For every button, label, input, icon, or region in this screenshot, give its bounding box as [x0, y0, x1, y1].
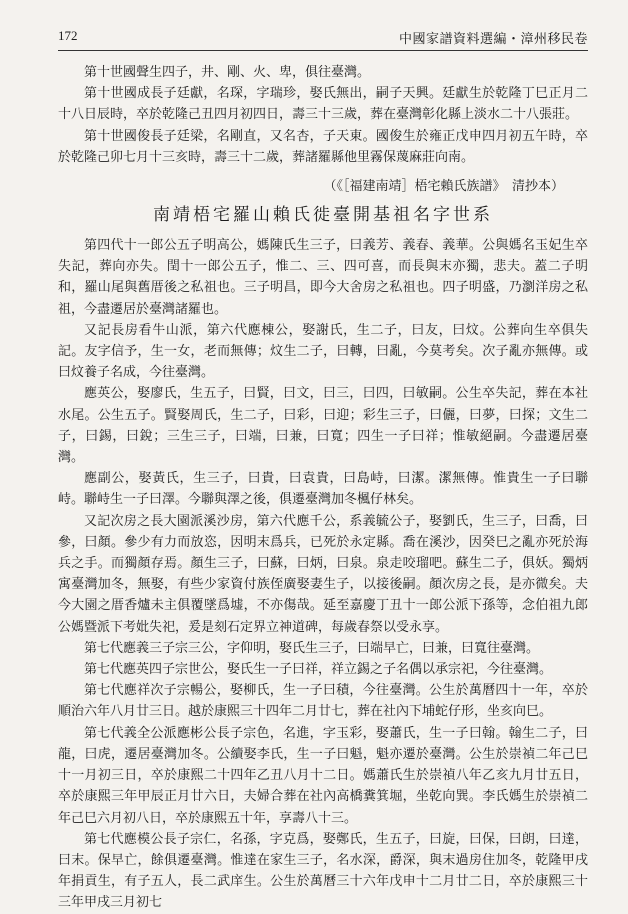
running-header: [58, 26, 588, 51]
paragraph: 第七代應英四子宗世公，娶氏生一子曰祥，祥立錫之子名偶以承宗祀，今往臺灣。: [84, 662, 553, 678]
paragraph: 第七代應祥次子宗暢公，娶柳氏，生一子曰積，今往臺灣。公生於萬曆四十一年，卒於順治六年八月廿三日。越於康熙三十四年二月廿七，葬在社內下埔蛇仔形，坐亥向巳。: [58, 683, 588, 720]
book-title: 中國家譜資料選編・漳州移民卷: [398, 32, 588, 47]
page-body: [58, 62, 588, 914]
paragraph: 第七代應模公長子宗仁，名孫，字克爲，娶鄭氏，生五子，曰旋，曰保，曰朗，曰達，曰末。保早亡，餘俱遷臺灣。惟達在家生三子，名水深，爵深，與末過房住加冬，乾隆甲戌年捐貢生，有子五人，長二武庠生。公生於萬曆三十六年戊申十二月廿二日，卒於康熙三十三年甲戌三月初七: [58, 831, 588, 911]
paragraph: 第十世國俊長子廷梁，名剛直，又名杏，子天東。國俊生於雍正戊申四月初五午時，卒於乾隆己卯七月十三亥時，壽三十二歲，葬諸羅縣他里霧保蔑麻莊向南。: [58, 128, 588, 165]
source-citation: （《［福建南靖］梧宅賴氏族譜》 清抄本）: [323, 179, 564, 195]
paragraph: 第七代應義三子宗三公，字仰明，娶氏生三子，曰端早亡，曰兼，曰寬往臺灣。: [84, 640, 540, 656]
paragraph: 第七代義全公派應彬公長子宗色，名進，字玉彩，娶蕭氏，生一子曰翰。翰生二子，曰龍，曰虎，遷居臺灣加冬。公續娶李氏，生一子曰魁，魁亦遷於臺灣。公生於崇禎二年己巳十一月初三日，卒於康熙二十四年乙丑八月十二日。媽蕭氏生於崇禎八年乙亥九月廿五日，卒於康熙三年甲辰正月廿六日，夫婦合葬在社內高橋糞箕堀，坐乾向巽。李氏媽生於崇禎二年己巳六月初八日，卒於康熙五十年，享壽八十三。: [58, 725, 588, 826]
page-number: 172: [58, 28, 78, 43]
paragraph: 應英公，娶廖氏，生五子，曰賢，曰文，曰三，曰四，曰敏嗣。公生卒失記，葬在本社水尾。公生五子。賢娶周氏，生二子，曰彩，曰迎；彩生三子，曰儷，曰夢，曰探；文生二子，曰錫，曰銳；三生三子，曰端，曰兼，曰寬；四生一子曰祥；惟敏絕嗣。今盡遷居臺灣。: [58, 386, 588, 466]
paragraph: 第四代十一郎公五子明高公，媽陳氏生三子，曰義芳、義春、義華。公與媽名玉妃生卒失記，葬向亦失。閏十一郎公五子，惟二、三、四可喜，而長與末亦獨，悲夫。蓋二子明和，羅山尾與舊厝後之私祖也。三子明昌，即今大舍房之私祖也。四子明盛，乃瀏洋房之私祖，今盡遷居於臺灣諸羅也。: [58, 238, 588, 317]
paragraph: 又記次房之長大園派溪沙房，第六代應千公，系義毓公子，娶劉氏，生三子，曰喬，曰參，曰顏。參少有力而放恣，因明末爲兵，已死於永定縣。喬在溪沙，因癸巳之亂亦死於海兵之手。而獨顏存焉。顏生三子，曰蘇，曰炳，曰泉。泉走咬瑠吧。蘇生二子，俱妖。獨炳寓臺灣加冬，無娶，有些少家資付族侄廣娶妻生子，以接後嗣。顏次房之長，是亦微矣。夫今大園之厝香爐未主俱覆墜爲墟，不亦傷哉。延至嘉慶丁丑十一郎公派下孫等，念伯祖九郎公媽暨派下考妣失祀，爰是刻石定界立神道碑，每歲春祭以受永享。: [58, 513, 588, 635]
section-title: 南靖梧宅羅山賴氏徙臺開基祖名字世系: [153, 205, 493, 226]
paragraph: 第十世國成長子廷獻，名琛，字瑞珍，娶氏無出，嗣子天興。廷獻生於乾隆丁巳正月二十八日辰時，卒於乾隆己丑四月初四日，壽三十三歲，葬在臺灣彰化縣上淡水二十八張莊。: [58, 86, 588, 123]
paragraph: 應副公，娶黃氏，生三子，曰貴，曰袁貴，曰島峙，曰潔。潔無傳。惟貴生一子曰聯峙。聯峙生一子曰澤。今聯與澤之後，俱遷臺灣加冬楓仔林矣。: [58, 471, 588, 508]
paragraph: 又記長房看牛山派，第六代應棟公，娶謝氏，生二子，曰友，曰炆。公葬向生卒俱失記。友字信予，生一女，老而無傳；炆生二子，曰轉，曰亂，今莫考矣。次子亂亦無傳。或曰炆養子名成，今往臺灣。: [58, 322, 588, 381]
paragraph: 第十世國聲生四子，井、剛、火、卑，俱往臺灣。: [84, 65, 371, 80]
